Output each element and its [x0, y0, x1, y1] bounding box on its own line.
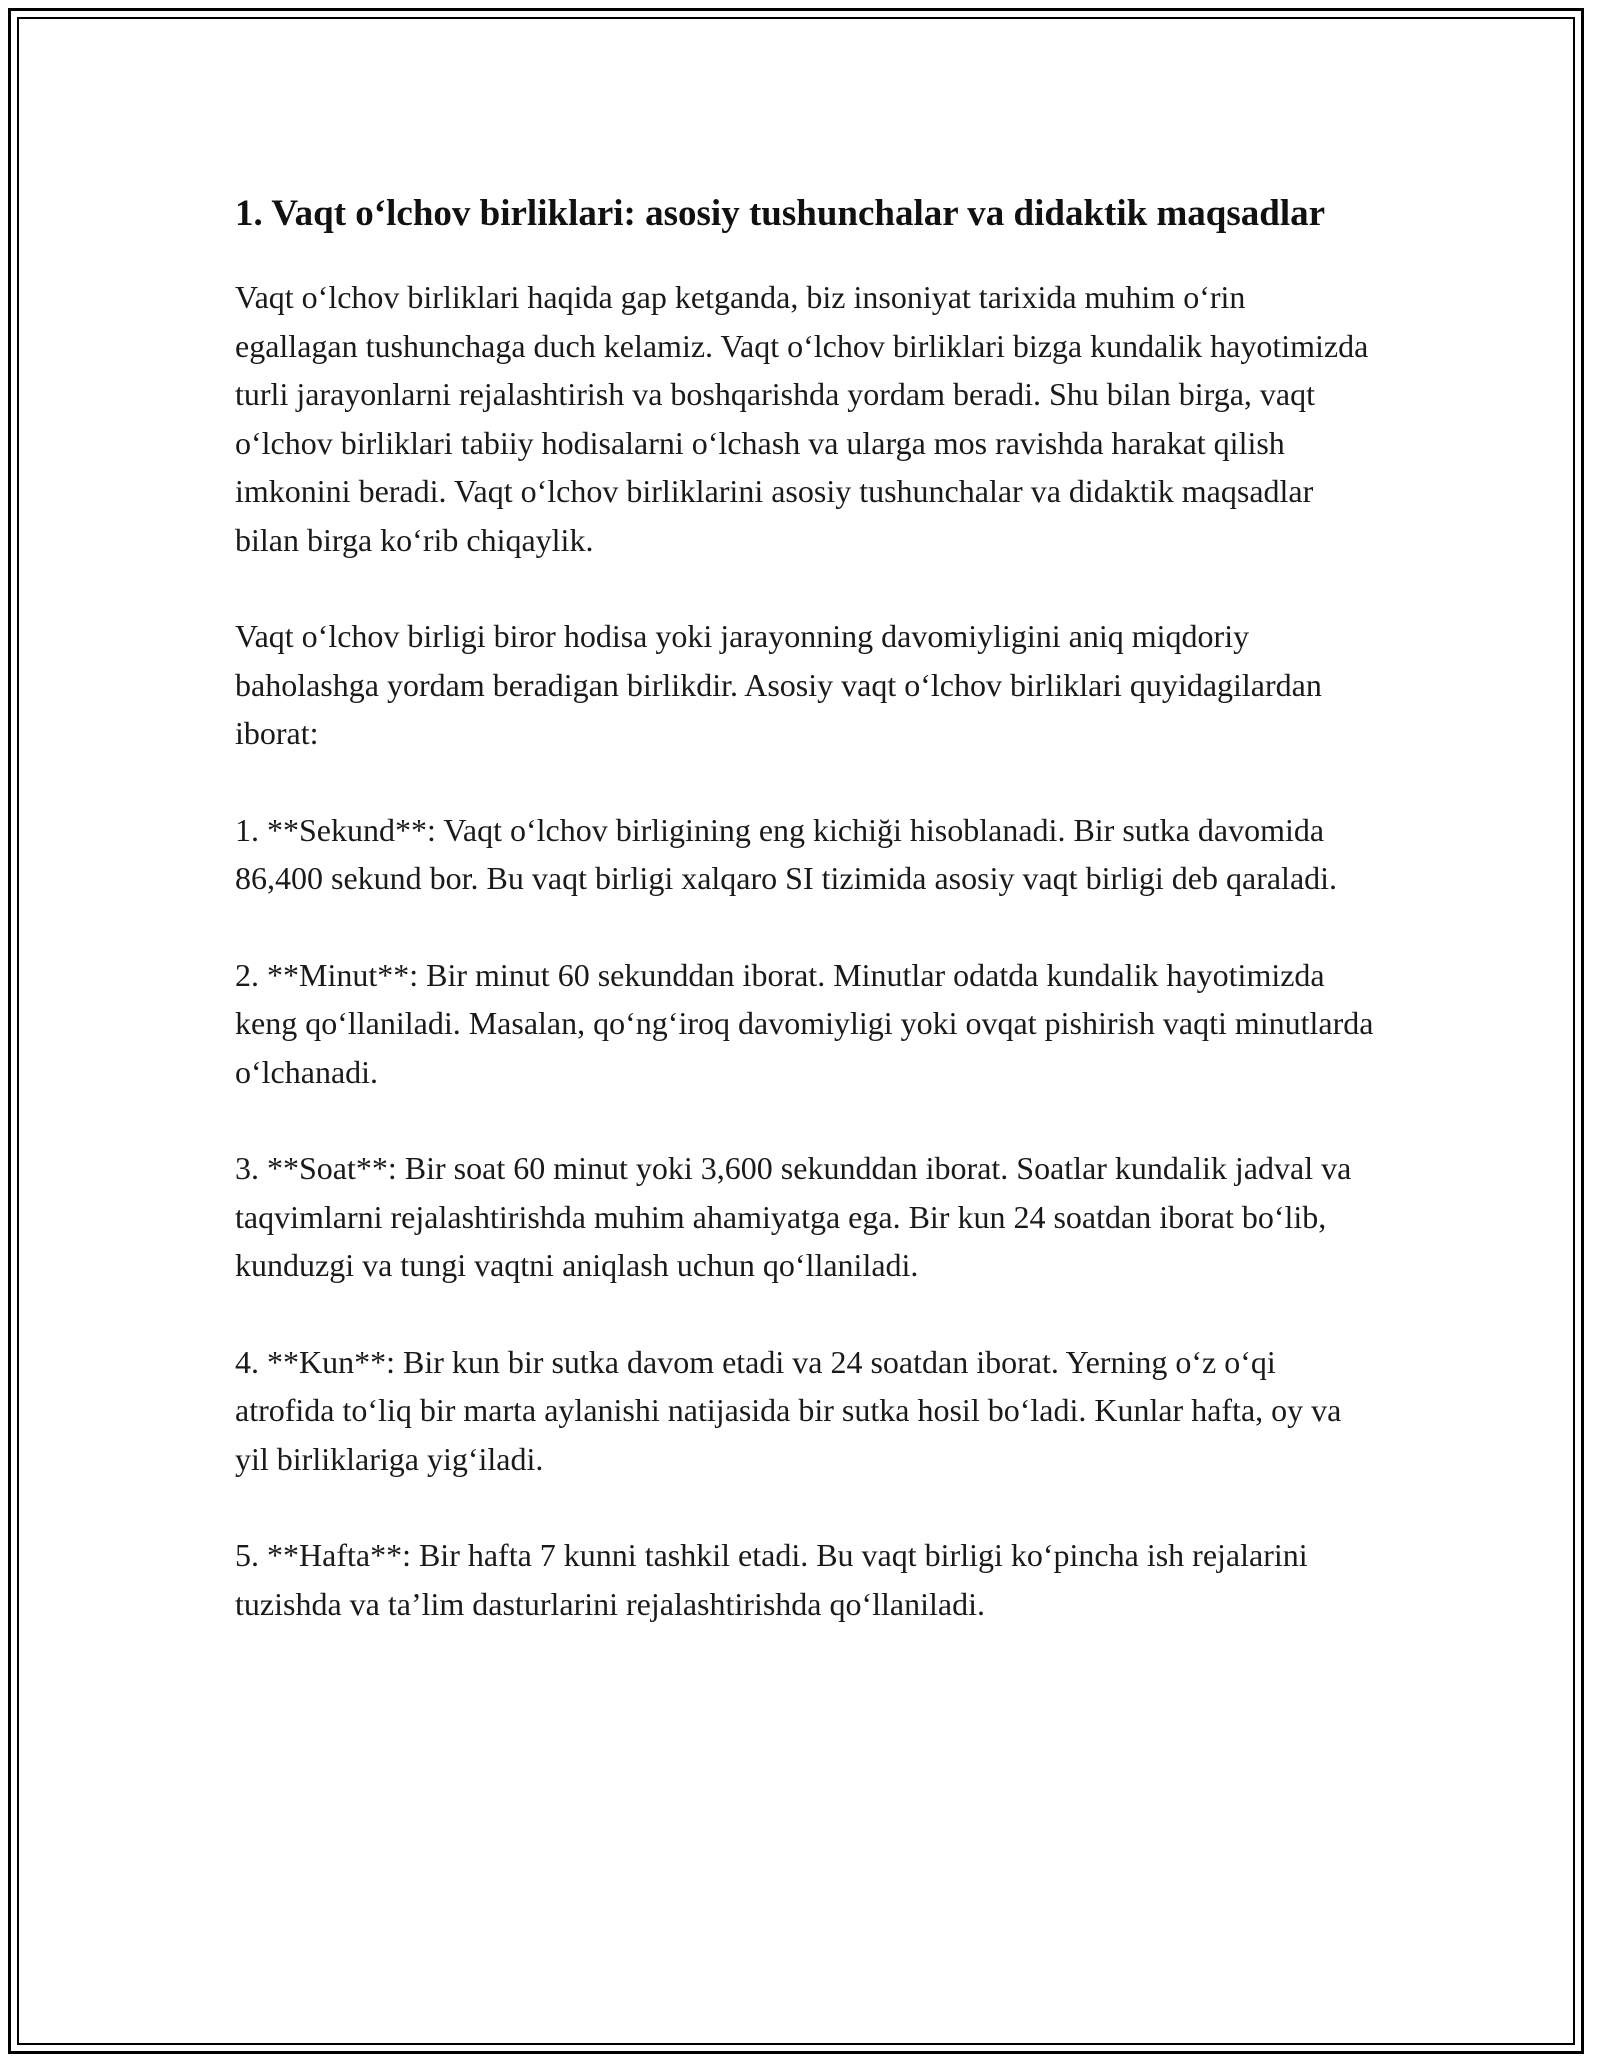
definition-paragraph: Vaqt o‘lchov birligi biror hodisa yoki jarayonning davomiyligini aniq miqdoriy baholashga yordam beradigan birlikdir. Asosiy vaqt o‘lchov birliklari quyidagilardan iborat:	[235, 618, 1322, 751]
list-item-sekund: 1. **Sekund**: Vaqt o‘lchov birligining eng kichiği hisoblanadi. Bir sutka davomida 86,400 sekund bor. Bu vaqt birligi xalqaro SI tizimida asosiy vaqt birligi deb qaraladi.	[235, 811, 1338, 896]
list-item-minut: 2. **Minut**: Bir minut 60 sekunddan iborat. Minutlar odatda kundalik hayotimizda keng qo‘llaniladi. Masalan, qo‘ng‘iroq davomiyligi yoki ovqat pishirish vaqti minutlarda o‘lchanadi.	[235, 956, 1374, 1090]
list-item-soat: 3. **Soat**: Bir soat 60 minut yoki 3,600 sekunddan iborat. Soatlar kundalik jadval va taqvimlarni rejalashtirishda muhim ahamiyatga ega. Bir kun 24 soatdan iborat bo‘lib, kunduzgi va tungi vaqtni aniqlash uchun qo‘llaniladi.	[235, 1150, 1352, 1283]
list-item-kun: 4. **Kun**: Bir kun bir sutka davom etadi va 24 soatdan iborat. Yerning o‘z o‘qi atrofida to‘liq bir marta aylanishi natijasida bir sutka hosil bo‘ladi. Kunlar hafta, oy va yil birliklariga yig‘iladi.	[235, 1343, 1342, 1477]
document-body	[235, 186, 1375, 1676]
intro-paragraph: Vaqt o‘lchov birliklari haqida gap ketganda, biz insoniyat tarixida muhim o‘rin egallagan tushunchaga duch kelamiz. Vaqt o‘lchov birliklari bizga kundalik hayotimizda turli jarayonlarni rejalashtirish va boshqarishda yordam beradi. Shu bilan birga, vaqt o‘lchov birliklari tabiiy hodisalarni o‘lchash va ularga mos ravishda harakat qilish imkonini beradi. Vaqt o‘lchov birliklarini asosiy tushunchalar va didaktik maqsadlar bilan birga ko‘rib chiqaylik.	[235, 279, 1369, 558]
section-heading: 1. Vaqt o‘lchov birliklari: asosiy tushunchalar va didaktik maqsadlar	[235, 193, 1326, 234]
list-item-hafta: 5. **Hafta**: Bir hafta 7 kunni tashkil etadi. Bu vaqt birligi ko‘pincha ish rejalarini tuzishda va ta’lim dasturlarini rejalashtirishda qo‘llaniladi.	[235, 1537, 1308, 1622]
